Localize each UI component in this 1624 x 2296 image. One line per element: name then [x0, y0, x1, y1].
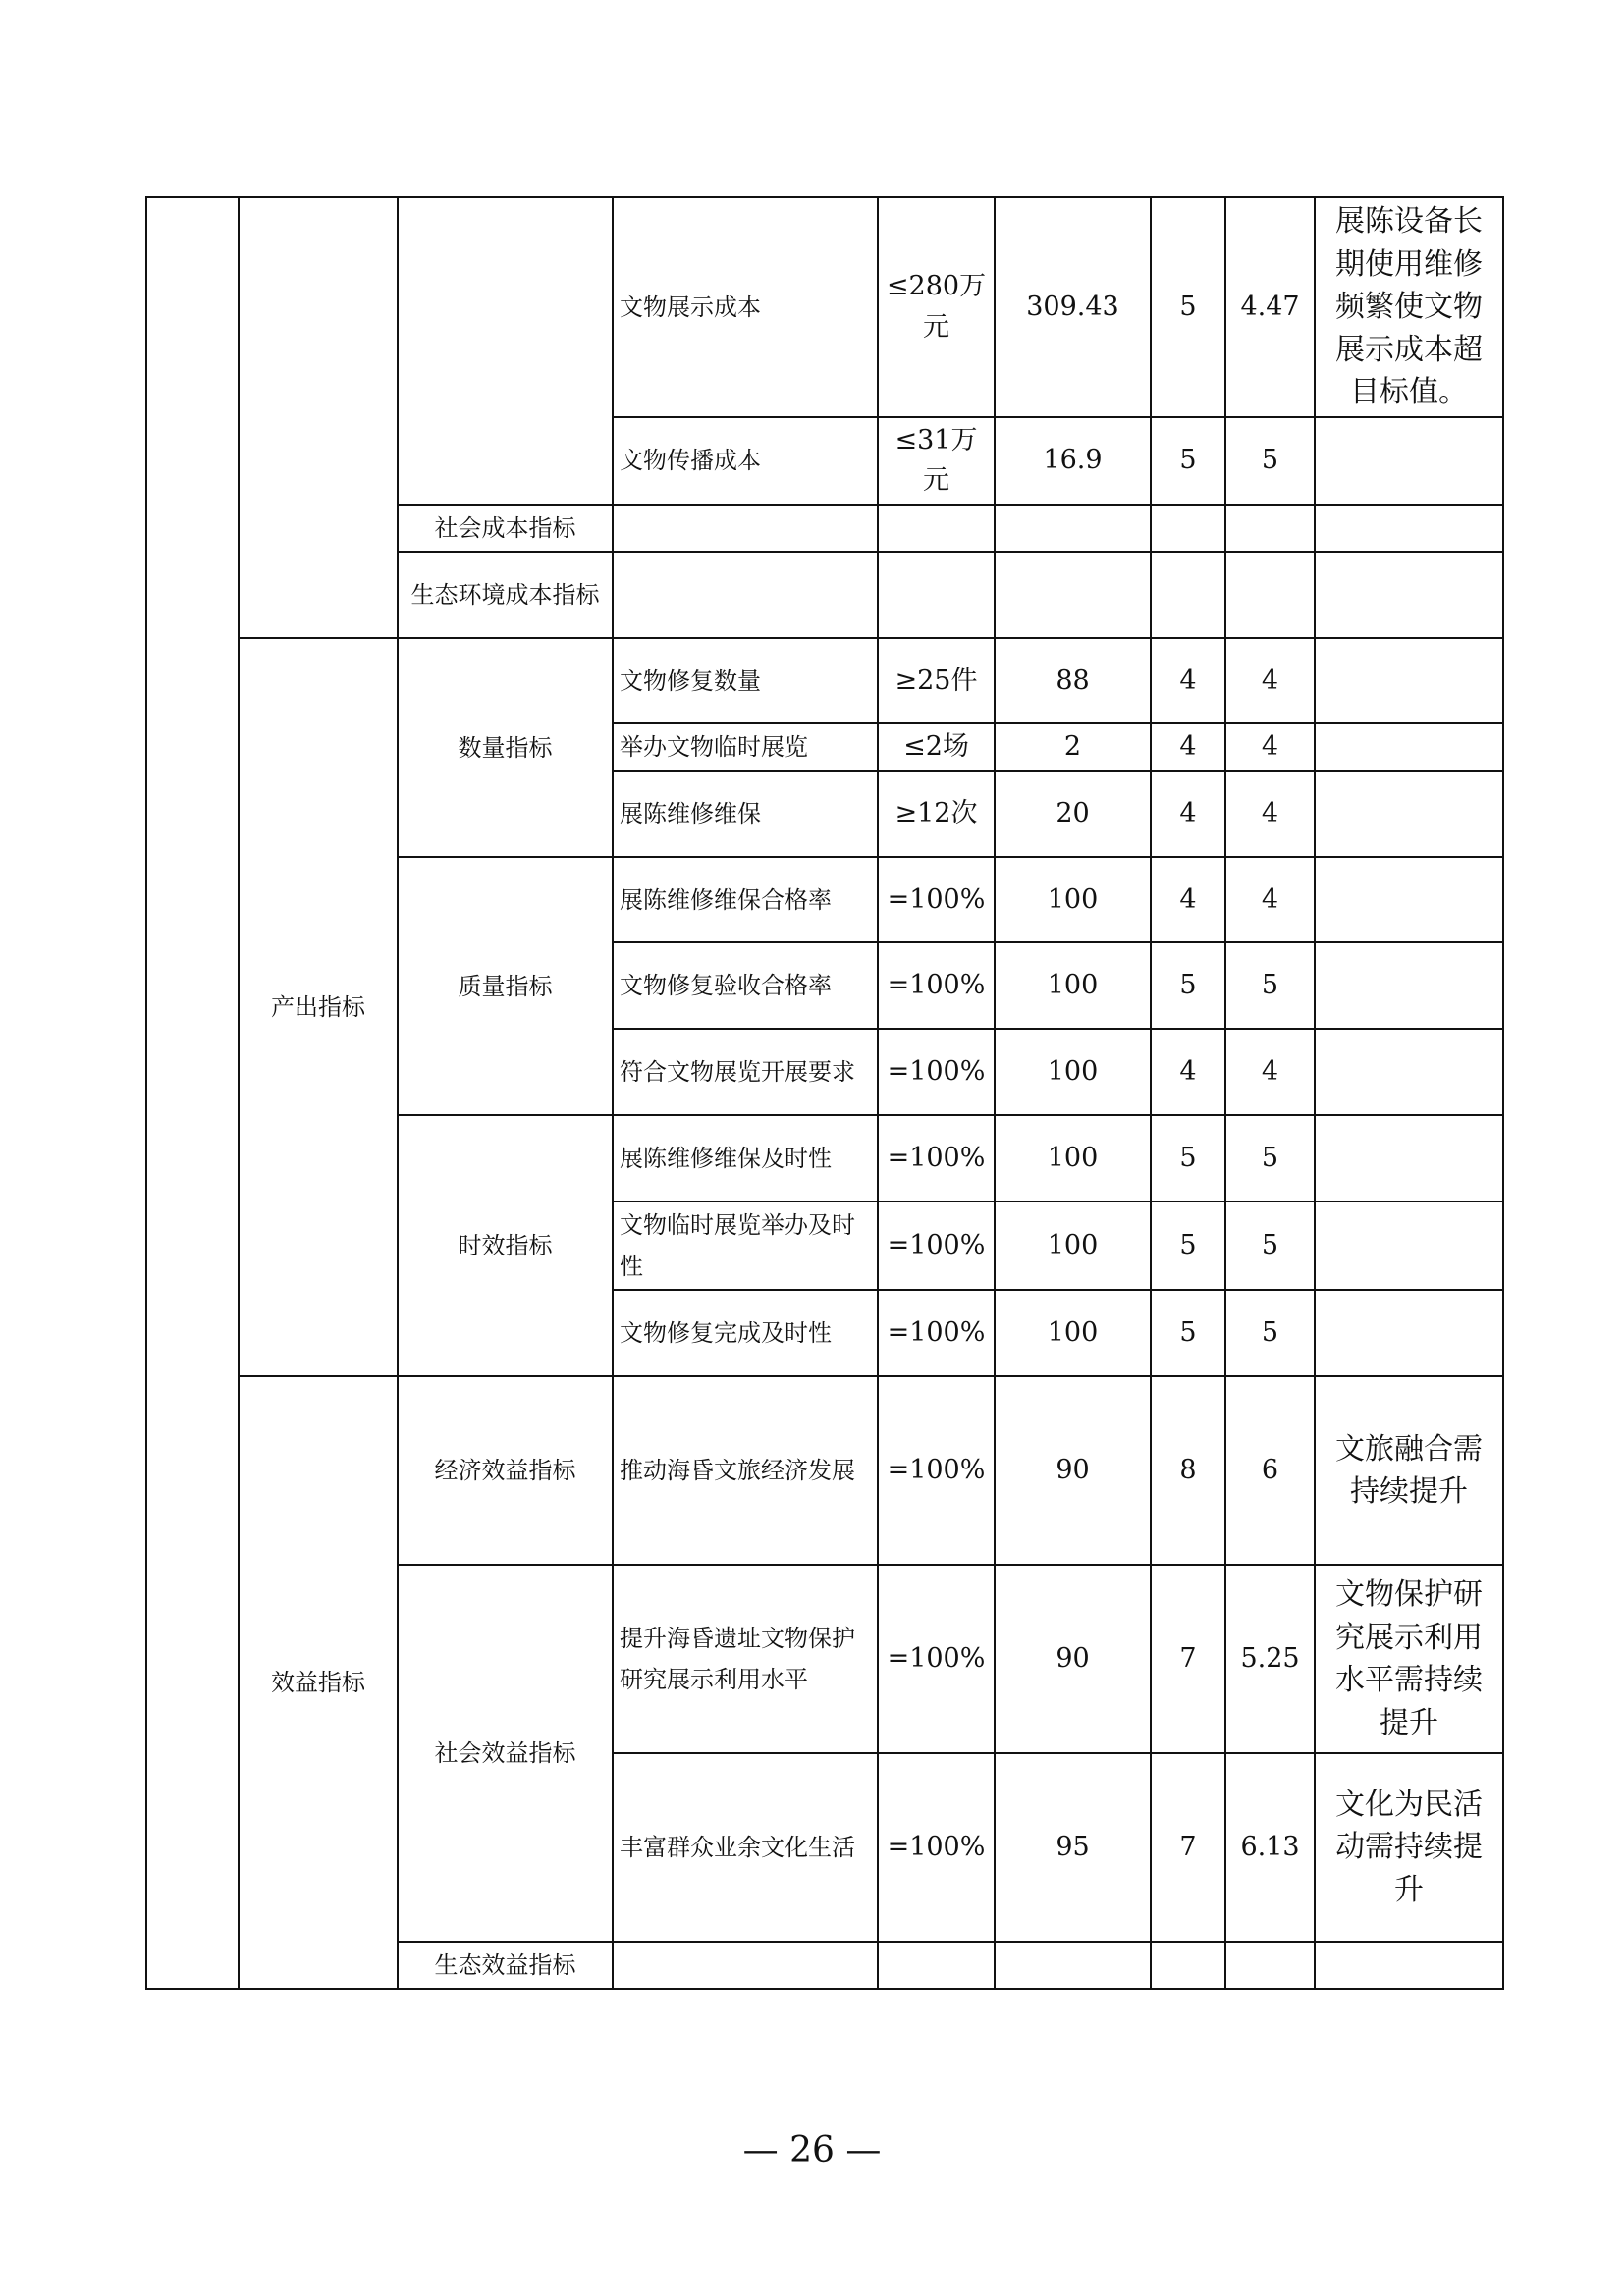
level3-indicator: 社会效益指标 — [398, 1565, 613, 1942]
empty-cell — [1315, 552, 1503, 638]
empty-cell — [995, 552, 1151, 638]
indicator-name: 文物临时展览举办及时性 — [613, 1201, 878, 1290]
level1-cell — [146, 197, 239, 1989]
weight-value: 4 — [1151, 638, 1225, 723]
target-value: ≤2场 — [878, 723, 995, 771]
deviation-note — [1315, 1029, 1503, 1115]
indicator-name: 举办文物临时展览 — [613, 723, 878, 771]
deviation-note — [1315, 1201, 1503, 1290]
empty-cell — [1225, 1942, 1315, 1989]
score-value: 5 — [1225, 1201, 1315, 1290]
target-value: ≤280万元 — [878, 197, 995, 417]
actual-value: 16.9 — [995, 417, 1151, 506]
level3-indicator: 生态效益指标 — [398, 1942, 613, 1989]
table-row — [146, 638, 1503, 723]
empty-cell — [613, 552, 878, 638]
empty-cell — [878, 505, 995, 552]
level3-indicator: 社会成本指标 — [398, 505, 613, 552]
weight-value: 4 — [1151, 857, 1225, 942]
empty-cell — [995, 1942, 1151, 1989]
actual-value: 88 — [995, 638, 1151, 723]
table-row — [146, 1376, 1503, 1565]
actual-value: 90 — [995, 1565, 1151, 1753]
score-value: 4 — [1225, 857, 1315, 942]
level3-indicator: 生态环境成本指标 — [398, 552, 613, 638]
indicator-name: 文物修复验收合格率 — [613, 942, 878, 1029]
target-value: =100% — [878, 1565, 995, 1753]
indicator-name: 文物传播成本 — [613, 417, 878, 506]
weight-value: 4 — [1151, 1029, 1225, 1115]
indicator-name: 展陈维修维保合格率 — [613, 857, 878, 942]
score-value: 5 — [1225, 942, 1315, 1029]
weight-value: 8 — [1151, 1376, 1225, 1565]
target-value: =100% — [878, 857, 995, 942]
empty-cell — [1151, 552, 1225, 638]
target-value: =100% — [878, 942, 995, 1029]
performance-indicator-table — [145, 196, 1504, 1990]
level2-indicator: 效益指标 — [239, 1376, 398, 1989]
deviation-note — [1315, 417, 1503, 506]
target-value: =100% — [878, 1201, 995, 1290]
deviation-note — [1315, 723, 1503, 771]
weight-value: 7 — [1151, 1753, 1225, 1942]
deviation-note — [1315, 1290, 1503, 1376]
empty-cell — [1151, 1942, 1225, 1989]
actual-value: 309.43 — [995, 197, 1151, 417]
deviation-note — [1315, 1115, 1503, 1201]
indicator-name: 展陈维修维保 — [613, 771, 878, 857]
empty-cell — [1225, 505, 1315, 552]
actual-value: 100 — [995, 942, 1151, 1029]
actual-value: 100 — [995, 857, 1151, 942]
indicator-name: 丰富群众业余文化生活 — [613, 1753, 878, 1942]
level3-indicator: 时效指标 — [398, 1115, 613, 1376]
deviation-note — [1315, 638, 1503, 723]
target-value: ≥25件 — [878, 638, 995, 723]
indicator-name: 推动海昏文旅经济发展 — [613, 1376, 878, 1565]
indicator-name: 文物展示成本 — [613, 197, 878, 417]
score-value: 6.13 — [1225, 1753, 1315, 1942]
empty-cell — [878, 552, 995, 638]
deviation-note — [1315, 857, 1503, 942]
empty-cell — [1315, 505, 1503, 552]
score-value: 5 — [1225, 417, 1315, 506]
actual-value: 100 — [995, 1029, 1151, 1115]
weight-value: 4 — [1151, 771, 1225, 857]
weight-value: 5 — [1151, 1201, 1225, 1290]
deviation-note: 展陈设备长期使用维修频繁使文物展示成本超目标值。 — [1315, 197, 1503, 417]
indicator-name: 文物修复数量 — [613, 638, 878, 723]
level3-indicator: 数量指标 — [398, 638, 613, 857]
level3-indicator: 质量指标 — [398, 857, 613, 1115]
empty-cell — [613, 1942, 878, 1989]
score-value: 4.47 — [1225, 197, 1315, 417]
weight-value: 5 — [1151, 942, 1225, 1029]
empty-cell — [878, 1942, 995, 1989]
empty-cell — [1315, 1942, 1503, 1989]
deviation-note — [1315, 942, 1503, 1029]
target-value: =100% — [878, 1290, 995, 1376]
target-value: =100% — [878, 1376, 995, 1565]
level2-indicator: 产出指标 — [239, 638, 398, 1376]
score-value: 4 — [1225, 638, 1315, 723]
deviation-note: 文物保护研究展示利用水平需持续提升 — [1315, 1565, 1503, 1753]
level3-indicator: 经济效益指标 — [398, 1376, 613, 1565]
weight-value: 4 — [1151, 723, 1225, 771]
empty-cell — [1151, 505, 1225, 552]
score-value: 4 — [1225, 1029, 1315, 1115]
actual-value: 2 — [995, 723, 1151, 771]
target-value: ≤31万元 — [878, 417, 995, 506]
indicator-name: 文物修复完成及时性 — [613, 1290, 878, 1376]
economic-cost-level3-cell — [398, 197, 613, 505]
score-value: 6 — [1225, 1376, 1315, 1565]
indicator-name: 展陈维修维保及时性 — [613, 1115, 878, 1201]
target-value: ≥12次 — [878, 771, 995, 857]
actual-value: 90 — [995, 1376, 1151, 1565]
actual-value: 100 — [995, 1201, 1151, 1290]
empty-cell — [995, 505, 1151, 552]
empty-cell — [613, 505, 878, 552]
target-value: =100% — [878, 1753, 995, 1942]
actual-value: 100 — [995, 1115, 1151, 1201]
table-row — [146, 197, 1503, 417]
target-value: =100% — [878, 1115, 995, 1201]
score-value: 5.25 — [1225, 1565, 1315, 1753]
actual-value: 20 — [995, 771, 1151, 857]
weight-value: 5 — [1151, 197, 1225, 417]
weight-value: 5 — [1151, 1290, 1225, 1376]
deviation-note: 文化为民活动需持续提升 — [1315, 1753, 1503, 1942]
actual-value: 95 — [995, 1753, 1151, 1942]
cost-level2-cell — [239, 197, 398, 638]
actual-value: 100 — [995, 1290, 1151, 1376]
empty-cell — [1225, 552, 1315, 638]
target-value: =100% — [878, 1029, 995, 1115]
page-number: — 26 — — [742, 2130, 882, 2170]
weight-value: 5 — [1151, 417, 1225, 506]
indicator-name: 提升海昏遗址文物保护研究展示利用水平 — [613, 1565, 878, 1753]
deviation-note: 文旅融合需持续提升 — [1315, 1376, 1503, 1565]
score-value: 4 — [1225, 723, 1315, 771]
indicator-name: 符合文物展览开展要求 — [613, 1029, 878, 1115]
score-value: 5 — [1225, 1115, 1315, 1201]
score-value: 4 — [1225, 771, 1315, 857]
deviation-note — [1315, 771, 1503, 857]
weight-value: 7 — [1151, 1565, 1225, 1753]
weight-value: 5 — [1151, 1115, 1225, 1201]
score-value: 5 — [1225, 1290, 1315, 1376]
